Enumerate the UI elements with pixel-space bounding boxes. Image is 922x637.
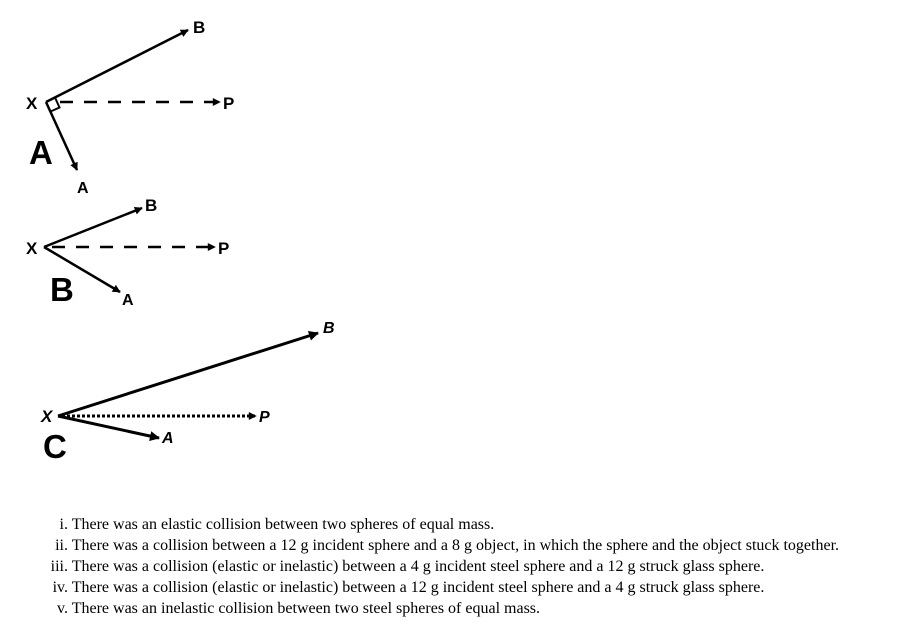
diagram-b-vector-b — [44, 208, 142, 247]
statement-item — [48, 598, 839, 619]
statement-item — [48, 535, 839, 556]
diagram-a-label-a: A — [77, 180, 89, 197]
diagram-c-vector-b — [58, 333, 318, 416]
statement-text: There was a collision (elastic or inelastic) between a 4 g incident steel sphere and a 12 g struck glass sphere. — [71, 558, 765, 575]
statement-item — [48, 556, 839, 577]
statement-number: iv. — [52, 579, 68, 596]
statement-list — [48, 514, 839, 619]
diagram-b-label-x: X — [26, 239, 38, 258]
statement-text: There was an elastic collision between two spheres of equal mass. — [71, 516, 495, 533]
diagram-b — [26, 196, 229, 309]
diagram-a-label-x: X — [26, 94, 38, 113]
diagram-c-panel-label: C — [43, 428, 67, 465]
diagram-a — [26, 18, 234, 197]
diagram-b-label-b: B — [145, 196, 158, 215]
statement-text: There was a collision between a 12 g incident sphere and a 8 g object, in which the sphere and the object stuck together. — [71, 537, 840, 554]
diagram-a-label-b: B — [193, 18, 206, 37]
diagram-c-label-p: P — [259, 409, 270, 426]
statement-number: i. — [59, 516, 68, 533]
statement-number: ii. — [55, 537, 68, 554]
diagram-b-label-p: P — [218, 239, 230, 258]
diagram-c-vector-a — [58, 416, 159, 438]
diagram-c-label-b: B — [323, 320, 335, 337]
diagram-b-panel-label: B — [50, 271, 74, 308]
statement-item — [48, 514, 839, 535]
statement-item — [48, 577, 839, 598]
statement-text: There was a collision (elastic or inelastic) between a 12 g incident steel sphere and a 4 g struck glass sphere. — [71, 579, 765, 596]
diagram-a-panel-label: A — [29, 134, 53, 171]
diagram-c-label-a: A — [162, 430, 174, 447]
diagram-b-label-a: A — [122, 292, 134, 309]
statement-text: There was an inelastic collision between two steel spheres of equal mass. — [71, 600, 541, 617]
statement-number: iii. — [50, 558, 68, 575]
diagram-a-vector-b — [46, 30, 188, 102]
diagram-c — [40, 320, 335, 465]
statement-number: v. — [57, 600, 68, 617]
diagram-c-label-x: X — [41, 407, 53, 426]
diagram-a-label-p: P — [223, 94, 235, 113]
